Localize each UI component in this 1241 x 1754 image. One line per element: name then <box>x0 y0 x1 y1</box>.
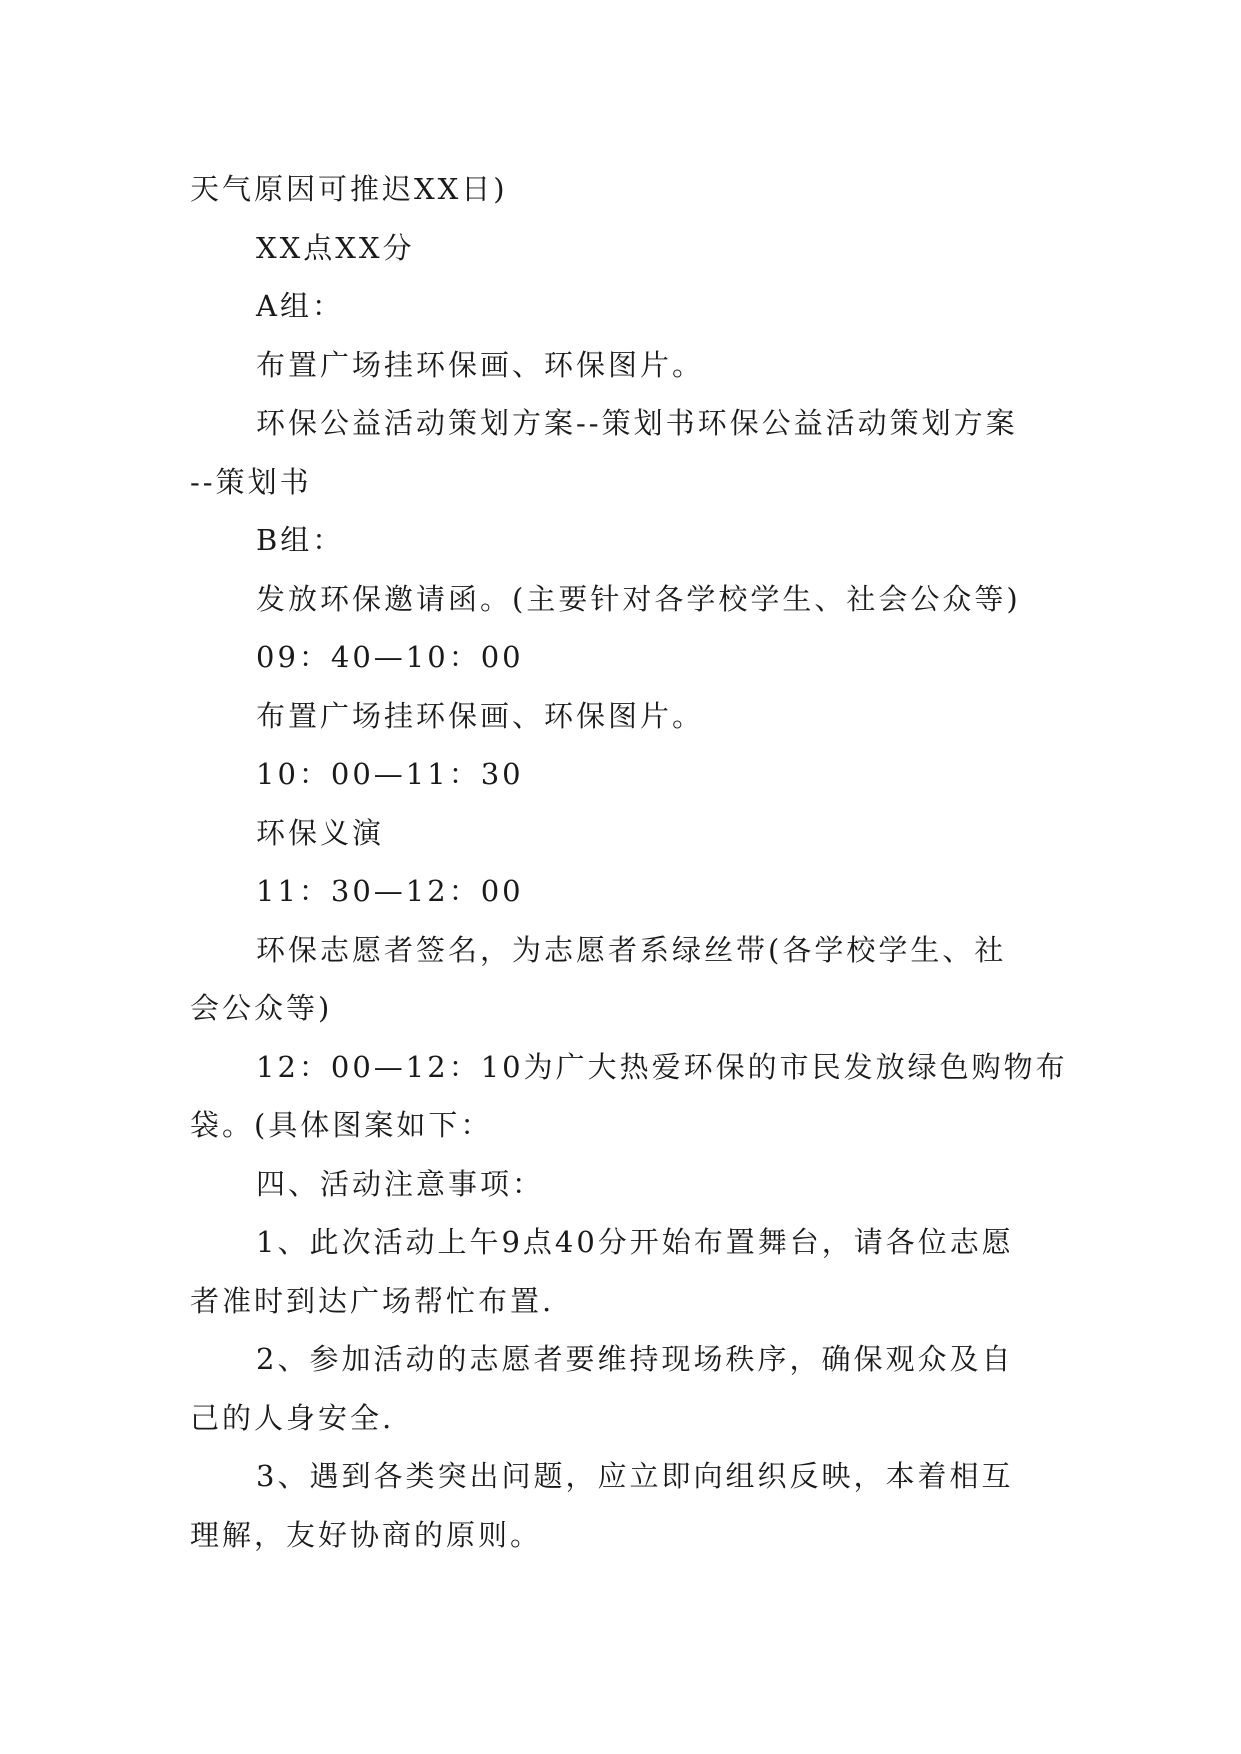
text-line: 环保公益活动策划方案--策划书环保公益活动策划方案 <box>256 406 1018 440</box>
text-line: 会公众等) <box>190 991 333 1025</box>
text-line: 11：30—12：00 <box>256 874 524 908</box>
text-line: A组： <box>256 289 344 323</box>
text-line: 环保志愿者签名，为志愿者系绿丝带(各学校学生、社 <box>256 932 1007 967</box>
text-line: 2、参加活动的志愿者要维持现场秩序，确保观众及自 <box>256 1342 1014 1376</box>
text-line: 四、活动注意事项： <box>256 1166 545 1201</box>
text-line: --策划书 <box>190 464 312 499</box>
text-line: 袋。(具体图案如下： <box>190 1108 493 1142</box>
text-line: 理解，友好协商的原则。 <box>190 1517 543 1552</box>
text-line: 09：40—10：00 <box>256 640 524 674</box>
text-line: 环保义演 <box>256 815 385 850</box>
document-body <box>190 160 1070 1564</box>
text-line: 3、遇到各类突出问题，应立即向组织反映，本着相互 <box>256 1459 1014 1493</box>
text-line: 天气原因可推迟XX日) <box>190 172 508 206</box>
text-line: 者准时到达广场帮忙布置. <box>190 1283 555 1318</box>
text-line: 布置广场挂环保画、环保图片。 <box>256 347 705 382</box>
text-line: 1、此次活动上午9点40分开始布置舞台，请各位志愿 <box>256 1225 1014 1259</box>
text-line: 10：00—11：30 <box>256 757 524 791</box>
text-line: B组： <box>256 523 345 557</box>
text-line: XX点XX分 <box>256 230 415 265</box>
text-line: 12：00—12：10为广大热爱环保的市民发放绿色购物布 <box>256 1049 1068 1084</box>
text-line: 己的人身安全. <box>190 1400 395 1435</box>
text-line: 发放环保邀请函。(主要针对各学校学生、社会公众等) <box>256 581 1021 616</box>
text-line: 布置广场挂环保画、环保图片。 <box>256 698 705 733</box>
